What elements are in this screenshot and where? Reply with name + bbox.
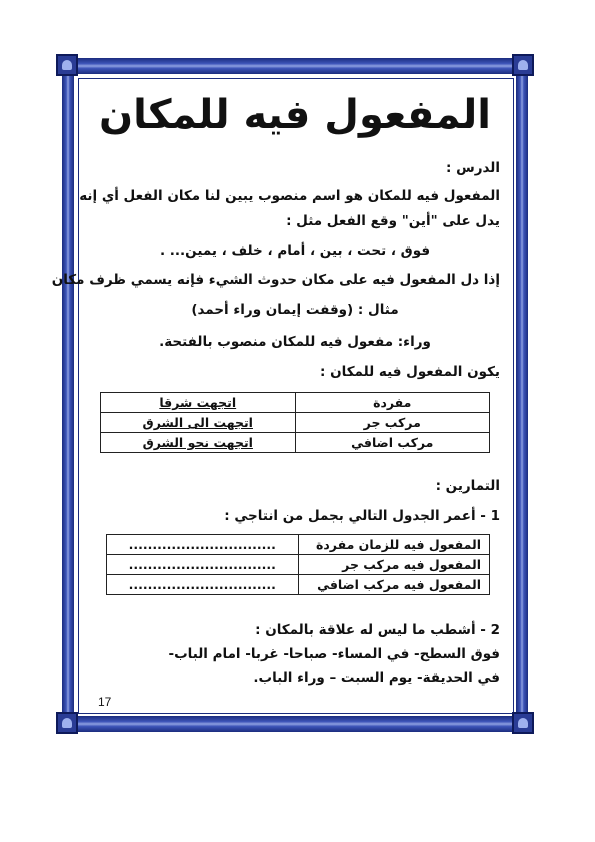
forms-table <box>100 392 490 453</box>
table-row <box>107 555 490 575</box>
table-row <box>107 535 490 555</box>
table-cell: المفعول فيه للزمان مفردة <box>298 535 490 555</box>
exercise-2-line-2: في الحديقة- يوم السبت – وراء الباب. <box>253 670 500 686</box>
table-row <box>101 433 490 453</box>
exercise-2-instruction: 2 - أشطب ما ليس له علاقة بالمكان : <box>255 622 500 638</box>
frame-top-border <box>62 58 528 74</box>
answer-blank[interactable]: ............................... <box>107 535 299 555</box>
definition-line-2: يدل على "أين" وقع الفعل مثل : <box>286 213 500 229</box>
table-cell: اتجهت الى الشرق <box>101 413 296 433</box>
frame-bottom-border <box>62 716 528 732</box>
table-row <box>107 575 490 595</box>
exercise-2-line-1: فوق السطح- في المساء- صباحا- غربا- امام الباب- <box>168 646 500 662</box>
table-cell: مركب اضافي <box>295 433 490 453</box>
frame-left-border <box>62 58 74 732</box>
parsing-line: وراء: مفعول فيه للمكان منصوب بالفتحة. <box>159 334 431 350</box>
lesson-label: الدرس : <box>446 160 500 176</box>
rule-line: إذا دل المفعول فيه على مكان حدوث الشيء فإنه يسمي ظرف مكان <box>51 272 500 288</box>
answer-blank[interactable]: ............................... <box>107 575 299 595</box>
definition-line-1: المفعول فيه للمكان هو اسم منصوب يبين لنا مكان الفعل أي إنه <box>79 188 500 204</box>
answer-blank[interactable]: ............................... <box>107 555 299 575</box>
forms-heading: يكون المفعول فيه للمكان : <box>320 364 500 380</box>
page-title: المفعول فيه للمكان <box>99 92 491 138</box>
frame-corner-ornament <box>512 712 534 734</box>
table-cell: اتجهت نحو الشرق <box>101 433 296 453</box>
frame-corner-ornament <box>56 54 78 76</box>
table-cell: مركب جر <box>295 413 490 433</box>
frame-right-border <box>516 58 528 732</box>
table-cell: المفعول فيه مركب جر <box>298 555 490 575</box>
table-cell: اتجهت شرقا <box>101 393 296 413</box>
example-sentence: مثال : (وقفت إيمان وراء أحمد) <box>191 302 399 318</box>
table-row <box>101 413 490 433</box>
table-row <box>101 393 490 413</box>
table-cell: مفردة <box>295 393 490 413</box>
exercises-label: التمارين : <box>435 478 500 494</box>
examples-line: فوق ، تحت ، بين ، أمام ، خلف ، يمين... . <box>159 243 431 259</box>
table-cell: المفعول فيه مركب اضافي <box>298 575 490 595</box>
page-number: 17 <box>98 695 112 709</box>
frame-corner-ornament <box>56 712 78 734</box>
frame-corner-ornament <box>512 54 534 76</box>
exercise-1-table <box>106 534 490 595</box>
exercise-1-instruction: 1 - أعمر الجدول التالي بجمل من انتاجي : <box>224 508 500 524</box>
